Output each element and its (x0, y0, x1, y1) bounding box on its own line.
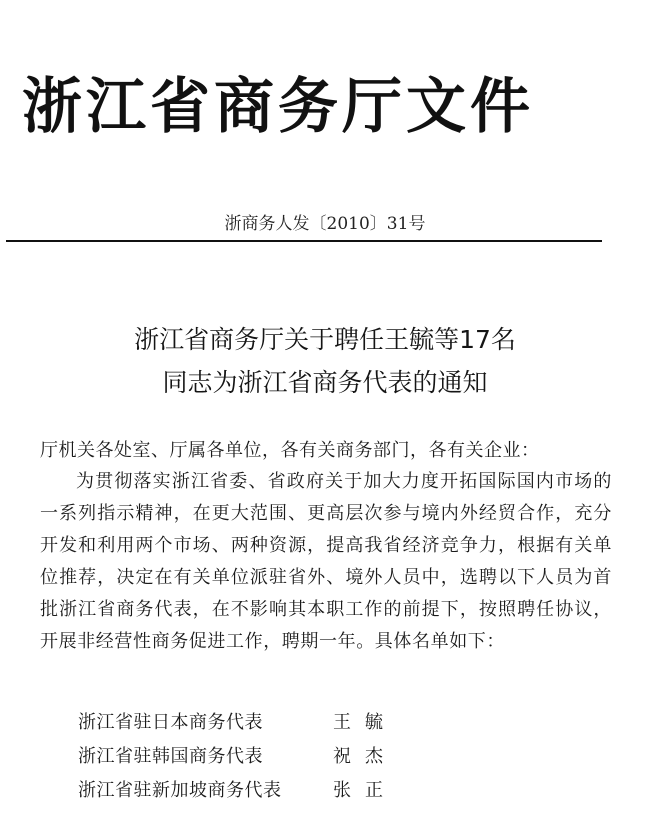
header-divider (6, 240, 602, 242)
representative-row (78, 738, 438, 772)
addressee-line: 厅机关各处室、厅属各单位，各有关商务部门，各有关企业： (40, 440, 540, 461)
representative-title: 浙江省驻韩国商务代表 (78, 746, 263, 767)
notice-title (0, 318, 650, 404)
representative-title: 浙江省驻日本商务代表 (78, 712, 263, 733)
representative-name: 张正 (333, 780, 397, 801)
representative-name: 王毓 (333, 712, 397, 733)
representative-name: 祝杰 (333, 746, 397, 767)
representative-row (78, 772, 438, 806)
representative-list (78, 704, 438, 806)
document-number: 浙商务人发〔2010〕31号 (224, 214, 426, 234)
body-paragraph: 为贯彻落实浙江省委、省政府关于加大力度开拓国际国内市场的一系列指示精神，在更大范围、更高层次参与境内外经贸合作，充分开发和利用两个市场、两种资源，提高我省经济竞争力，根据有关单位推荐，决定在有关单位派驻省外、境外人员中，选聘以下人员为首批浙江省商务代表，在不影响其本职工作的前提下，按照聘任协议，开展非经营性商务促进工作，聘期一年。具体名单如下： (40, 471, 612, 652)
document-header-title: 浙江省商务厅文件 (22, 72, 534, 142)
representative-row (78, 704, 438, 738)
notice-title-line-1: 浙江省商务厅关于聘任王毓等17名 (134, 325, 516, 354)
notice-title-line-2: 同志为浙江省商务代表的通知 (162, 368, 488, 397)
representative-title: 浙江省驻新加坡商务代表 (78, 780, 282, 801)
